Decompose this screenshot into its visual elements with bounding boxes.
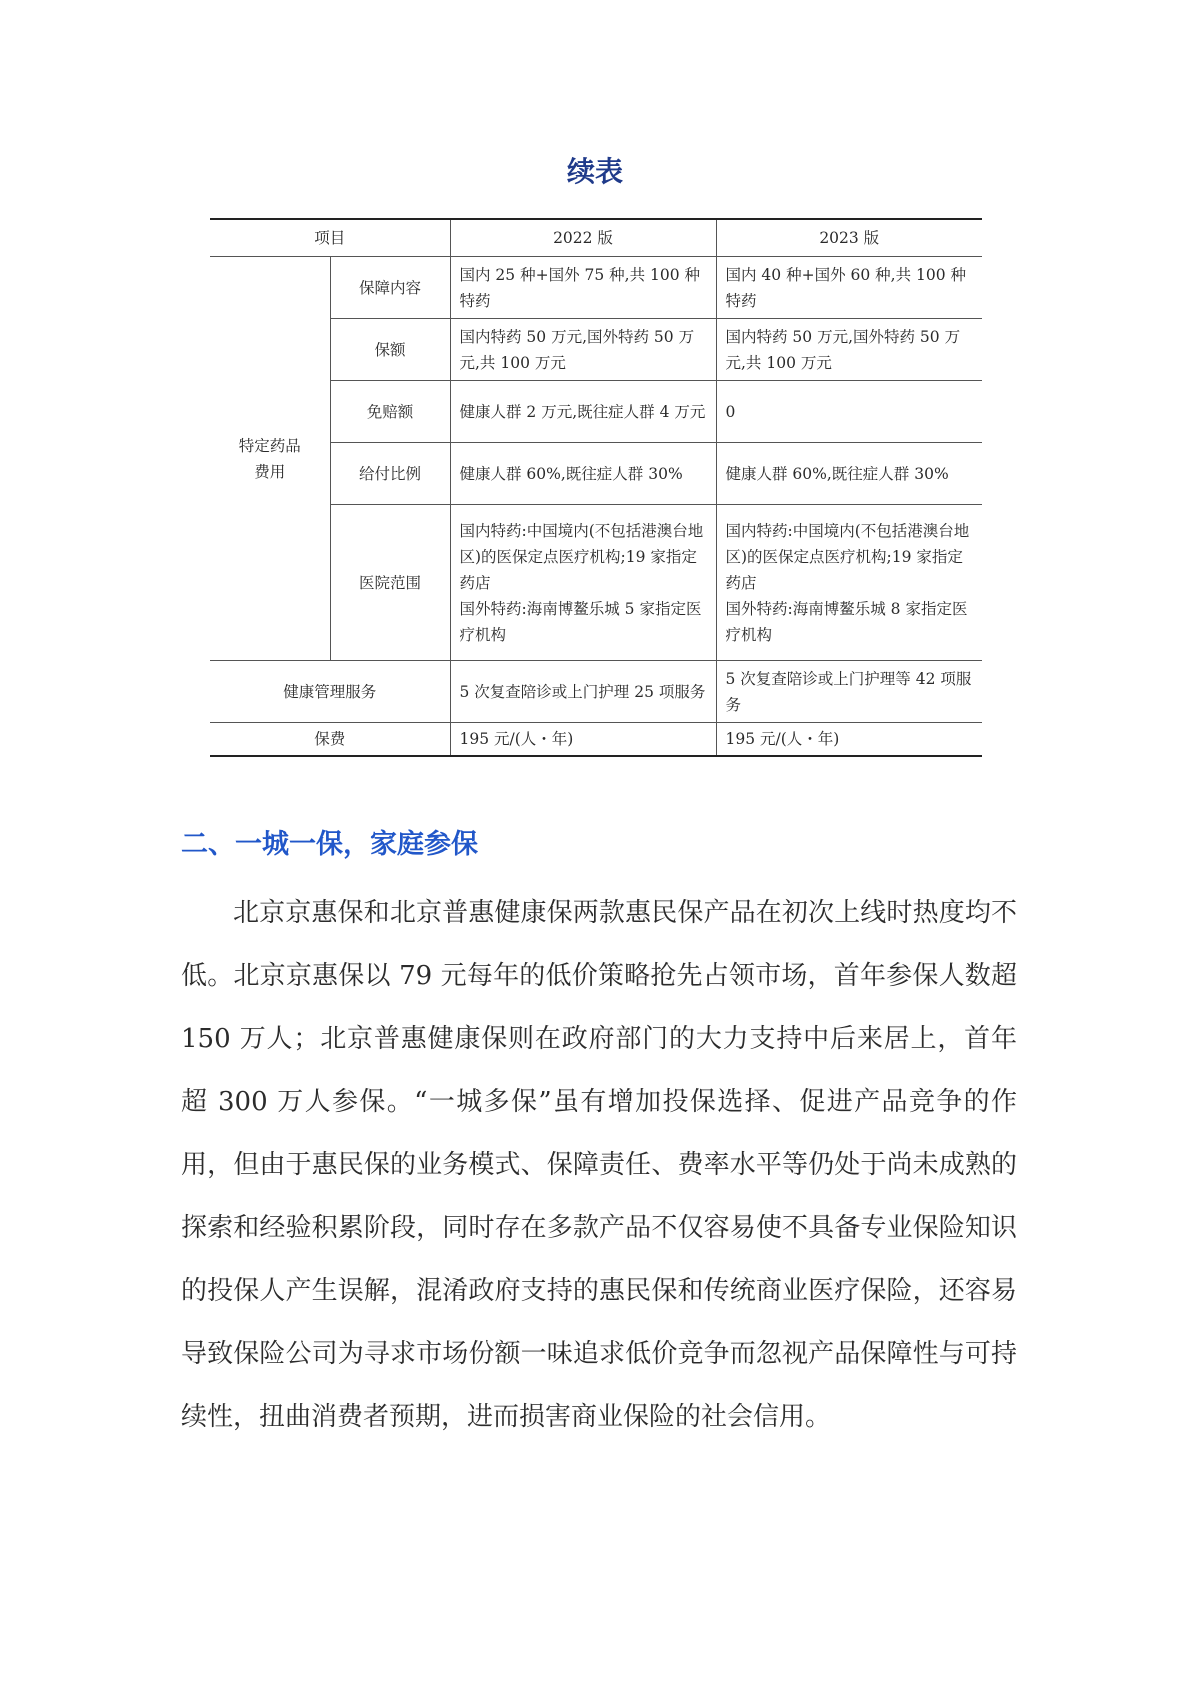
cell-2023: 0 [716, 381, 982, 443]
table-row [210, 661, 982, 723]
cell-2023: 国内 40 种+国外 60 种,共 100 种特药 [716, 257, 982, 319]
table-header-row [210, 219, 982, 257]
cell-2023: 国内特药 50 万元,国外特药 50 万元,共 100 万元 [716, 319, 982, 381]
cell-2022: 5 次复查陪诊或上门护理 25 项服务 [450, 661, 716, 723]
row-label: 免赔额 [330, 381, 450, 443]
row-label: 保额 [330, 319, 450, 381]
cell-2022: 国内特药 50 万元,国外特药 50 万元,共 100 万元 [450, 319, 716, 381]
cell-2022: 195 元/(人・年) [450, 723, 716, 757]
comparison-table [210, 218, 982, 757]
body-paragraph: 北京京惠保和北京普惠健康保两款惠民保产品在初次上线时热度均不低。北京京惠保以 79 元每年的低价策略抢先占领市场，首年参保人数超 150 万人；北京普惠健康保则在政府部门的大力支持中后来居上，首年超 300 万人参保。“一城多保”虽有增加投保选择、促进产品竞争的作用，但由于惠民保的业务模式、保障责任、费率水平等仍处于尚未成熟的探索和经验积累阶段，同时存在多款产品不仅容易使不具备专业保险知识的投保人产生误解，混淆政府支持的惠民保和传统商业医疗保险，还容易导致保险公司为寻求市场份额一味追求低价竞争而忽视产品保障性与可持续性，扭曲消费者预期，进而损害商业保险的社会信用。 [181, 898, 1017, 1432]
row-label: 医院范围 [330, 505, 450, 661]
cell-2022: 健康人群 2 万元,既往症人群 4 万元 [450, 381, 716, 443]
row-label: 保障内容 [330, 257, 450, 319]
row-label: 健康管理服务 [210, 661, 450, 723]
header-item: 项目 [210, 219, 450, 257]
table-row [210, 257, 982, 319]
cell-2022: 国内 25 种+国外 75 种,共 100 种特药 [450, 257, 716, 319]
cell-2023 [716, 505, 982, 661]
cell-line: 国内特药:中国境内(不包括港澳台地区)的医保定点医疗机构;19 家指定药店 [725, 521, 970, 592]
row-label: 给付比例 [330, 443, 450, 505]
cell-line: 国内特药:中国境内(不包括港澳台地区)的医保定点医疗机构;19 家指定药店 [459, 521, 704, 592]
cell-2022: 健康人群 60%,既往症人群 30% [450, 443, 716, 505]
section-heading: 二、一城一保，家庭参保 [181, 829, 478, 860]
cell-2023: 5 次复查陪诊或上门护理等 42 项服务 [716, 661, 982, 723]
cell-2023: 健康人群 60%,既往症人群 30% [716, 443, 982, 505]
table-row [210, 723, 982, 757]
cell-2022 [450, 505, 716, 661]
table-title: 续表 [566, 155, 623, 188]
header-2022: 2022 版 [450, 219, 716, 257]
cell-line: 国外特药:海南博鳌乐城 5 家指定医疗机构 [459, 599, 702, 644]
row-label: 保费 [210, 723, 450, 757]
group-label: 特定药品费用 [210, 257, 330, 661]
cell-line: 国外特药:海南博鳌乐城 8 家指定医疗机构 [725, 599, 968, 644]
cell-2023: 195 元/(人・年) [716, 723, 982, 757]
header-2023: 2023 版 [716, 219, 982, 257]
